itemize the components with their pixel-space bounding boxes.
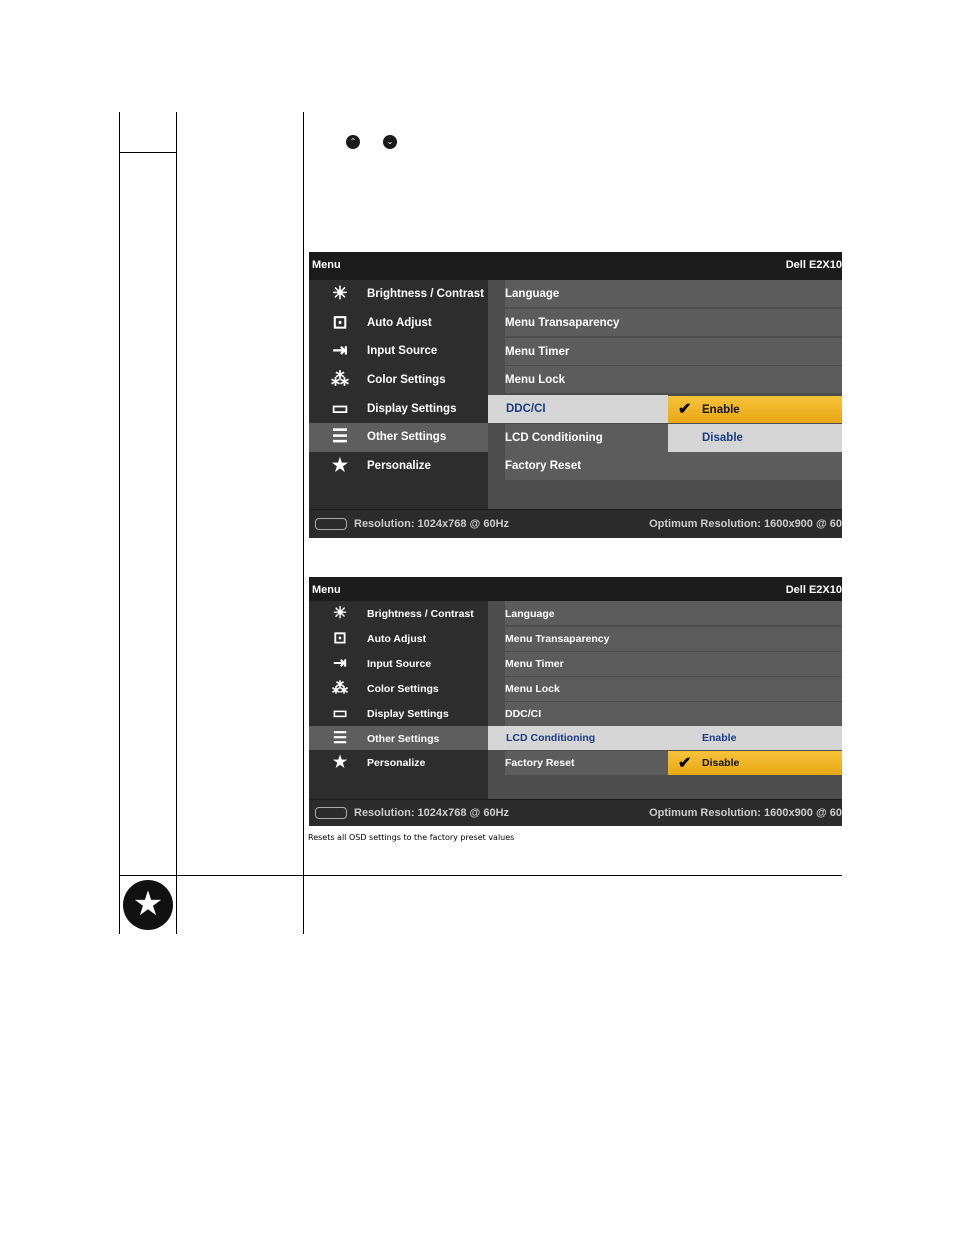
option-enable-selected[interactable] bbox=[668, 396, 842, 423]
submenu-item[interactable] bbox=[505, 309, 842, 336]
star-icon: ★ bbox=[332, 754, 348, 771]
osd-model: Dell E2X10 bbox=[785, 259, 842, 271]
osd-right-panel bbox=[488, 280, 842, 509]
osd-left-panel bbox=[309, 280, 488, 509]
color-settings-icon: ⁂ bbox=[332, 680, 348, 697]
menu-item-color-settings[interactable] bbox=[309, 366, 488, 394]
table-border bbox=[176, 112, 177, 934]
submenu-item[interactable] bbox=[505, 652, 842, 676]
color-settings-icon: ⁂ bbox=[331, 369, 349, 389]
submenu-label: Menu Transaparency bbox=[505, 317, 620, 329]
option-enable[interactable] bbox=[668, 726, 842, 750]
table-border bbox=[303, 112, 304, 934]
brightness-icon: ☀ bbox=[331, 283, 349, 303]
menu-item-label: Color Settings bbox=[367, 374, 446, 386]
submenu-item[interactable] bbox=[505, 452, 842, 480]
menu-item-auto-adjust[interactable] bbox=[309, 626, 488, 651]
submenu-label: Factory Reset bbox=[505, 757, 575, 769]
display-settings-icon: ▭ bbox=[331, 398, 349, 418]
menu-item-label: Other Settings bbox=[367, 733, 440, 745]
option-label: Enable bbox=[702, 404, 740, 416]
vga-connector-icon bbox=[315, 518, 347, 530]
other-settings-icon: ☰ bbox=[331, 426, 349, 446]
current-resolution: Resolution: 1024x768 @ 60Hz bbox=[354, 807, 510, 819]
vga-connector-icon bbox=[315, 807, 347, 819]
option-label: Disable bbox=[702, 432, 743, 444]
menu-item-label: Display Settings bbox=[367, 708, 449, 720]
submenu-label: Menu Lock bbox=[505, 374, 566, 386]
up-arrow-icon: ⌃ bbox=[346, 135, 360, 149]
menu-item-input-source[interactable] bbox=[309, 337, 488, 365]
row-divider bbox=[119, 875, 842, 876]
brightness-icon: ☀ bbox=[332, 605, 348, 622]
down-arrow-icon: ⌄ bbox=[383, 135, 397, 149]
current-resolution: Resolution: 1024x768 @ 60Hz bbox=[354, 518, 510, 530]
auto-adjust-icon: ⊡ bbox=[332, 312, 348, 332]
menu-item-color-settings[interactable] bbox=[309, 676, 488, 701]
option-label: Disable bbox=[702, 757, 740, 769]
auto-adjust-icon: ⊡ bbox=[333, 630, 347, 647]
row-divider bbox=[119, 152, 177, 153]
table-border bbox=[119, 112, 120, 934]
submenu-item[interactable] bbox=[505, 627, 842, 651]
submenu-label: LCD Conditioning bbox=[506, 732, 596, 744]
menu-item-input-source[interactable] bbox=[309, 651, 488, 676]
star-icon: ★ bbox=[331, 455, 349, 475]
submenu-label: Menu Transaparency bbox=[505, 633, 610, 645]
factory-reset-description: Resets all OSD settings to the factory preset values bbox=[308, 833, 515, 842]
menu-item-display-settings[interactable] bbox=[309, 395, 488, 423]
input-source-icon: ⇥ bbox=[333, 655, 347, 672]
submenu-label: Menu Lock bbox=[505, 683, 560, 695]
submenu-label: DDC/CI bbox=[505, 708, 542, 720]
other-settings-icon: ☰ bbox=[332, 730, 348, 747]
menu-item-other-settings[interactable] bbox=[309, 423, 488, 452]
input-source-icon: ⇥ bbox=[332, 340, 348, 360]
osd-footer bbox=[309, 800, 842, 826]
osd-menu-lcd-conditioning bbox=[309, 577, 842, 826]
menu-item-label: Personalize bbox=[367, 757, 426, 769]
submenu-item[interactable] bbox=[505, 677, 842, 701]
menu-item-label: Input Source bbox=[367, 658, 432, 670]
checkmark-icon: ✔ bbox=[678, 755, 692, 772]
submenu-label: LCD Conditioning bbox=[505, 432, 603, 444]
osd-left-panel bbox=[309, 601, 488, 799]
optimum-resolution: Optimum Resolution: 1600x900 @ 60 bbox=[649, 807, 842, 819]
menu-item-auto-adjust[interactable] bbox=[309, 309, 488, 337]
menu-item-label: Brightness / Contrast bbox=[367, 288, 484, 300]
menu-item-label: Display Settings bbox=[367, 403, 457, 415]
menu-item-label: Brightness / Contrast bbox=[367, 608, 474, 620]
submenu-label: DDC/CI bbox=[506, 403, 546, 415]
submenu-item-ddcci[interactable] bbox=[488, 395, 668, 423]
menu-item-personalize[interactable] bbox=[309, 750, 488, 775]
submenu-label: Menu Timer bbox=[505, 346, 570, 358]
menu-item-brightness[interactable] bbox=[309, 601, 488, 626]
submenu-item[interactable] bbox=[505, 702, 842, 726]
submenu-label: Menu Timer bbox=[505, 658, 564, 670]
menu-item-personalize[interactable] bbox=[309, 452, 488, 480]
menu-item-brightness[interactable] bbox=[309, 280, 488, 308]
menu-item-label: Input Source bbox=[367, 345, 438, 357]
submenu-label: Language bbox=[505, 288, 560, 300]
optimum-resolution: Optimum Resolution: 1600x900 @ 60 bbox=[649, 518, 842, 530]
menu-item-label: Personalize bbox=[367, 460, 431, 472]
submenu-label: Language bbox=[505, 608, 555, 620]
display-settings-icon: ▭ bbox=[332, 705, 348, 722]
checkmark-icon: ✔ bbox=[678, 401, 692, 418]
option-disable-selected[interactable] bbox=[668, 751, 842, 775]
osd-title: Menu bbox=[312, 584, 341, 596]
submenu-item[interactable] bbox=[505, 751, 668, 775]
submenu-item[interactable] bbox=[505, 424, 668, 452]
submenu-item[interactable] bbox=[505, 338, 842, 365]
menu-item-label: Auto Adjust bbox=[367, 317, 432, 329]
submenu-label: Factory Reset bbox=[505, 460, 582, 472]
menu-item-display-settings[interactable] bbox=[309, 701, 488, 726]
menu-item-label: Other Settings bbox=[367, 431, 447, 443]
submenu-item[interactable] bbox=[505, 601, 842, 625]
submenu-item[interactable] bbox=[505, 280, 842, 307]
osd-menu-ddcci bbox=[309, 252, 842, 538]
option-disable[interactable] bbox=[668, 424, 842, 452]
menu-item-label: Color Settings bbox=[367, 683, 439, 695]
personalize-star-icon: ★ bbox=[123, 880, 173, 930]
submenu-item[interactable] bbox=[505, 366, 842, 393]
option-label: Enable bbox=[702, 732, 737, 744]
osd-footer bbox=[309, 510, 842, 538]
menu-item-other-settings[interactable] bbox=[309, 726, 488, 750]
osd-title: Menu bbox=[312, 259, 341, 271]
menu-item-label: Auto Adjust bbox=[367, 633, 427, 645]
osd-model: Dell E2X10 bbox=[785, 584, 842, 596]
